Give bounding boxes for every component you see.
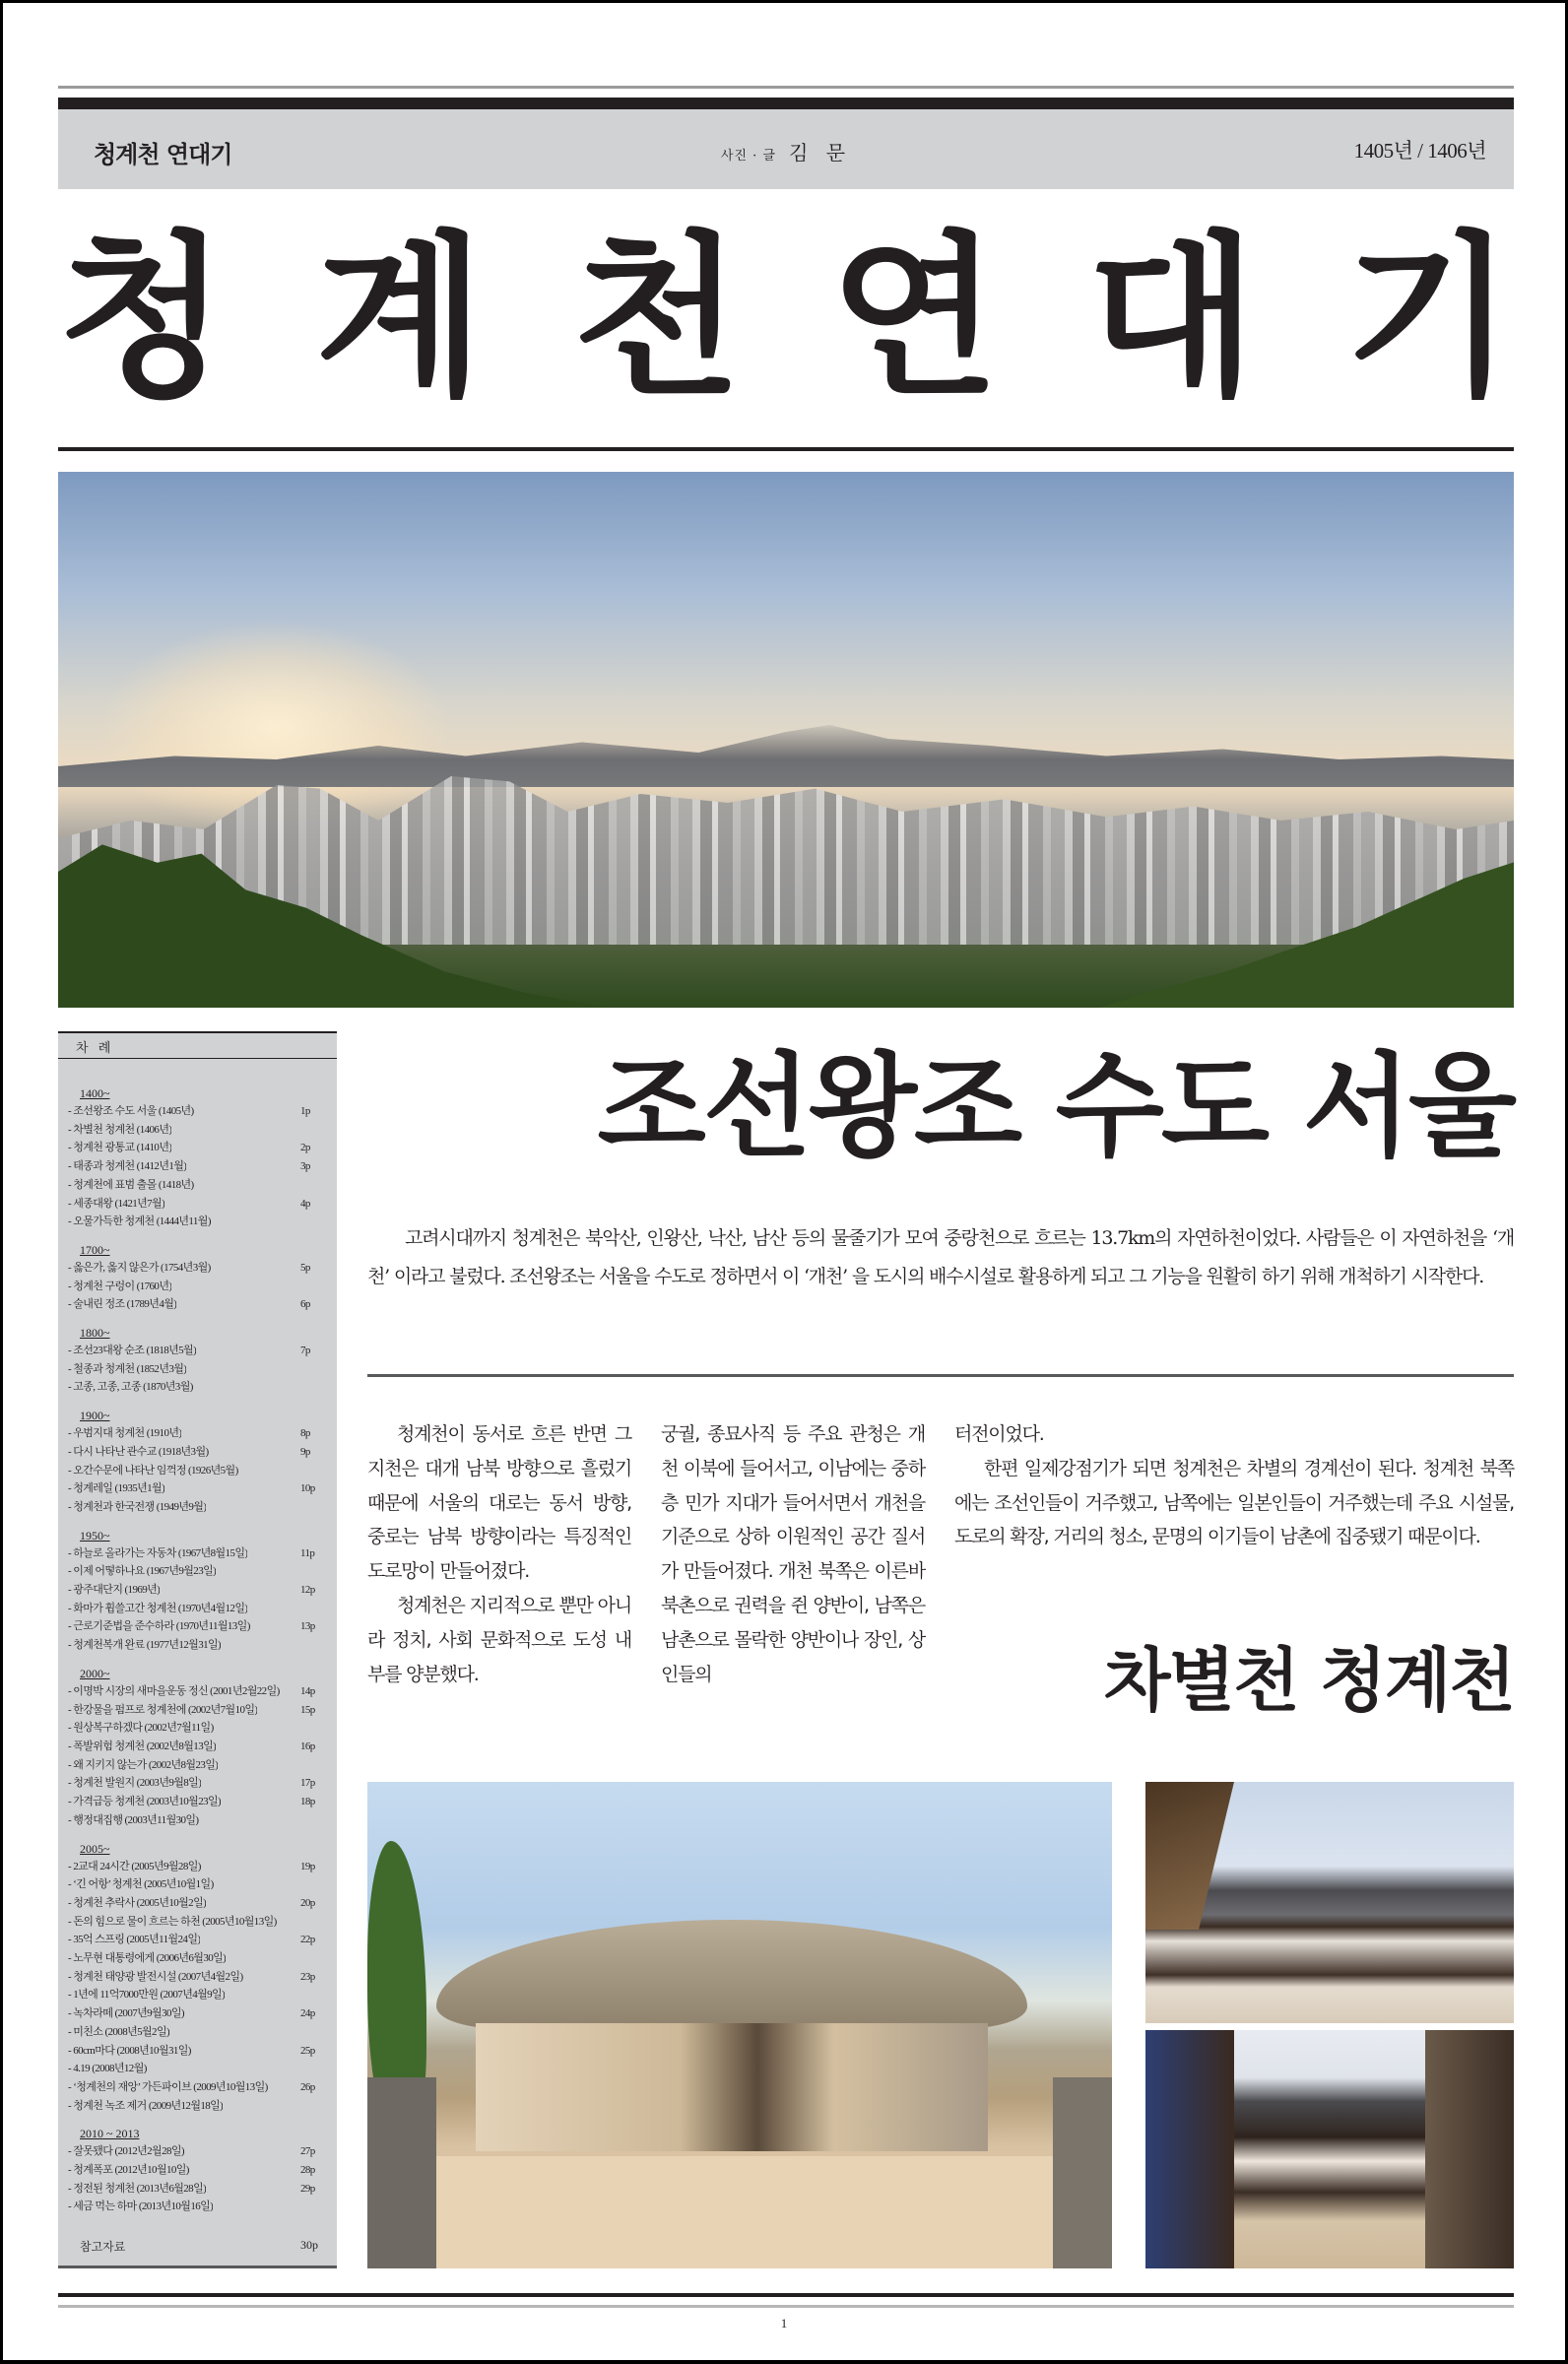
toc-entry[interactable] xyxy=(68,1738,326,1756)
toc-section-heading: 2010 ~ 2013 xyxy=(80,2127,140,2141)
paragraph xyxy=(367,1417,631,1589)
toc-entry[interactable] xyxy=(68,1701,326,1720)
toc-section-heading: 1900~ xyxy=(80,1409,110,1423)
paragraph-text: 청계천은 지리적으로 뿐만 아니라 정치, 사회 문화적으로 도성 내부를 양분했다. xyxy=(367,1594,631,1685)
toc-entry[interactable] xyxy=(68,1894,326,1913)
toc-entry-page: 27p xyxy=(300,2145,315,2158)
toc-entry-page xyxy=(300,2097,326,2116)
toc-entry[interactable] xyxy=(68,1968,326,1987)
toc-entry-page xyxy=(300,1278,326,1296)
toc-entry[interactable] xyxy=(68,2097,326,2116)
toc-entry-title: - 청계천에 표범 출몰 (1418년) xyxy=(68,1178,194,1191)
paragraph xyxy=(367,1589,631,1691)
toc-entry-page xyxy=(300,1913,326,1932)
toc-section xyxy=(68,1407,326,1517)
toc-entry[interactable] xyxy=(68,1378,326,1397)
toc-entry[interactable] xyxy=(68,1811,326,1830)
header-band xyxy=(58,98,1514,189)
article-column-3 xyxy=(954,1417,1514,1554)
toc-entry-page xyxy=(300,1756,326,1775)
top-rule xyxy=(58,86,1514,89)
byline-author: 김 문 xyxy=(789,141,852,164)
toc-entry-page xyxy=(300,1719,326,1738)
toc-entry-page xyxy=(300,1600,326,1618)
toc-entry-page xyxy=(300,1949,326,1968)
house-wall xyxy=(476,2023,988,2151)
toc-entry[interactable] xyxy=(68,1682,326,1701)
toc-entry-title: - ‘긴 어항’ 청계천 (2005년10월1일) xyxy=(68,1878,214,1891)
wooden-post-right xyxy=(1053,2077,1112,2268)
toc-entry-title: - 조선23대왕 순조 (1818년5월) xyxy=(68,1345,197,1357)
toc-entry-title: - 청계천 광통교 (1410년) xyxy=(68,1142,172,1154)
byline xyxy=(58,137,1514,165)
thatched-roof xyxy=(436,1920,1027,2028)
toc-entry-title: - 청계천 태양광 발전시설 (2007년4월2일) xyxy=(68,1970,243,1983)
toc-entry-page: 25p xyxy=(300,2044,315,2057)
toc-entry-title: - 차별천 청계천 (1406년) xyxy=(68,1123,172,1136)
toc-entry-title: - 한강물을 펌프로 청계천에 (2002년7월10일) xyxy=(68,1703,258,1716)
toc-entry-title: - 행정대집행 (2003년11월30일) xyxy=(68,1813,199,1826)
toc-entry-page: 4p xyxy=(300,1197,310,1210)
toc-entry-title: - ‘청계천의 재앙’ 가든파이브 (2009년10월13일) xyxy=(68,2080,268,2093)
toc-entry-page: 10p xyxy=(300,1482,315,1495)
toc-entry[interactable] xyxy=(68,1774,326,1793)
toc-entry-title: - 청계천 구렁이 (1760년) xyxy=(68,1280,172,1292)
wooden-post-left xyxy=(367,2077,436,2268)
toc-title-rule xyxy=(58,1058,337,1059)
toc-entry-title: - 청계천 발원지 (2003년9월8일) xyxy=(68,1777,202,1790)
toc-entry[interactable] xyxy=(68,1913,326,1932)
table-of-contents xyxy=(58,1031,337,2268)
toc-entry-page: 1p xyxy=(300,1105,310,1117)
toc-entry-title: - 가격급등 청계천 (2003년10월23일) xyxy=(68,1796,222,1808)
toc-section xyxy=(68,1324,326,1397)
toc-entry[interactable] xyxy=(68,1176,326,1195)
toc-entry-title: - 폭발위험 청계천 (2002년8월13일) xyxy=(68,1740,217,1752)
toc-section xyxy=(68,2125,326,2216)
paragraph xyxy=(954,1417,1514,1452)
toc-entry[interactable] xyxy=(68,1195,326,1214)
toc-entry[interactable] xyxy=(68,1931,326,1949)
building-left xyxy=(1145,2030,1234,2268)
toc-entry-page xyxy=(300,1121,326,1140)
toc-entry-title: - 청계천 녹조 제거 (2009년12월18일) xyxy=(68,2099,224,2112)
toc-entry-page: 12p xyxy=(300,1584,315,1597)
section-title: 청계천 연대기 xyxy=(94,141,232,168)
paragraph-text: 청계천이 동서로 흐른 반면 그 지천은 대개 남북 방향으로 흘렀기 때문에 서울의 대로는 동서 방향, 중로는 남북 방향이라는 특징적인 도로망이 만들어졌다. xyxy=(367,1423,631,1583)
toc-list xyxy=(68,1084,326,2255)
toc-entry-page xyxy=(300,2060,326,2078)
footer-rule-grey xyxy=(58,2305,1514,2308)
toc-section xyxy=(68,1527,326,1655)
toc-entry-page: 7p xyxy=(300,1345,310,1357)
headline-discrimination-stream: 차별천 청계천 xyxy=(1103,1640,1514,1721)
toc-entry-title: - 옳은가, 옳지 않은가 (1754년3월) xyxy=(68,1261,211,1274)
toc-entry-title: - 원상복구하겠다 (2002년7월11일) xyxy=(68,1722,214,1735)
toc-entry-title: - 이제 어떻하나요 (1967년9월23일) xyxy=(68,1565,217,1578)
toc-entry[interactable] xyxy=(68,1479,326,1498)
toc-entry[interactable] xyxy=(68,1121,326,1140)
toc-entry-page: 8p xyxy=(300,1427,310,1440)
paragraph-text: 궁궐, 종묘사직 등 주요 관청은 개천 이북에 들어서고, 이남에는 중하층 민가 지대가 들어서면서 개천을 기준으로 상하 이원적인 공간 질서가 만들어졌다. 개천 북쪽은 이른바 북촌으로 권력을 쥔 양반이, 남쪽은 남촌으로 몰락한 양반이나 장인, 상인들의 xyxy=(661,1423,925,1685)
toc-entry-page: 28p xyxy=(300,2164,315,2177)
toc-section-heading: 1400~ xyxy=(80,1086,110,1100)
toc-section-heading: 2000~ xyxy=(80,1666,110,1680)
toc-entry[interactable] xyxy=(68,2023,326,2042)
toc-entry-title: - 청계천과 한국전쟁 (1949년9월) xyxy=(68,1500,207,1513)
toc-entry-page: 13p xyxy=(300,1620,315,1633)
toc-references-page: 30p xyxy=(300,2238,318,2253)
toc-section-heading: 1950~ xyxy=(80,1528,110,1543)
toc-entry[interactable] xyxy=(68,1259,326,1278)
toc-entry-title: - 잘못됐다 (2012년2월28일) xyxy=(68,2145,184,2158)
toc-entry-page: 19p xyxy=(300,1860,315,1872)
toc-entry-title: - 정전된 청계천 (2013년6월28일) xyxy=(68,2182,207,2195)
toc-entry[interactable] xyxy=(68,1157,326,1176)
toc-entry[interactable] xyxy=(68,1793,326,1811)
masthead-char: 대 xyxy=(1086,216,1257,420)
toc-entry[interactable] xyxy=(68,1719,326,1738)
masthead-char: 기 xyxy=(1344,216,1514,420)
toc-entry-title: - 세종대왕 (1421년7월) xyxy=(68,1197,165,1210)
toc-entry[interactable] xyxy=(68,2142,326,2161)
toc-entry-page: 24p xyxy=(300,2007,315,2020)
toc-entry-title: - 청계천복개 완료 (1977년12월31일) xyxy=(68,1639,222,1652)
toc-entry[interactable] xyxy=(68,1544,326,1563)
toc-entry-title: - 청계레일 (1935년1월) xyxy=(68,1482,165,1495)
toc-entry-page xyxy=(300,1875,326,1894)
article-column-1 xyxy=(367,1417,631,1691)
toc-entry[interactable] xyxy=(68,2161,326,2180)
toc-entry-title: - 하늘로 올라가는 자동차 (1967년8월15일) xyxy=(68,1546,248,1559)
toc-entry-page: 3p xyxy=(300,1160,310,1173)
toc-entry[interactable] xyxy=(68,1102,326,1121)
toc-entry[interactable] xyxy=(68,1600,326,1618)
toc-entry-title: - 미친소 (2008년5월2일) xyxy=(68,2025,170,2038)
toc-entry[interactable] xyxy=(68,2060,326,2078)
toc-entry[interactable] xyxy=(68,1875,326,1894)
toc-entry[interactable] xyxy=(68,1858,326,1876)
toc-entry-title: - 청계천 추락사 (2005년10월2일) xyxy=(68,1896,207,1909)
masthead-title xyxy=(58,200,1514,436)
footer-rule xyxy=(58,2293,1514,2297)
toc-entry-page: 22p xyxy=(300,1934,315,1946)
toc-entry[interactable] xyxy=(68,1636,326,1655)
toc-entry-page: 15p xyxy=(300,1703,315,1716)
byline-label: 사진 · 글 xyxy=(720,149,776,164)
toc-entry[interactable] xyxy=(68,1424,326,1443)
roof-eave xyxy=(1145,1782,1234,1930)
toc-entry-page: 5p xyxy=(300,1261,310,1274)
toc-entry-page xyxy=(300,1378,326,1397)
hanok-courtyard-photo-2 xyxy=(1145,2030,1514,2268)
panorama-photo xyxy=(58,472,1514,1008)
toc-entry-page xyxy=(300,1498,326,1517)
header-black-bar xyxy=(58,98,1514,109)
toc-entry[interactable] xyxy=(68,2180,326,2199)
toc-entry[interactable] xyxy=(68,1295,326,1314)
toc-section xyxy=(68,1665,326,1830)
toc-section-heading: 1800~ xyxy=(80,1326,110,1341)
toc-entry-page xyxy=(300,1176,326,1195)
toc-entry-page xyxy=(300,1360,326,1379)
paragraph xyxy=(661,1417,925,1691)
toc-entry[interactable] xyxy=(68,1342,326,1360)
toc-entry-title: - 우범지대 청계천 (1910년) xyxy=(68,1427,182,1440)
toc-entry-title: - 세금 먹는 하마 (2013년10월16일) xyxy=(68,2200,214,2213)
toc-entry-title: - 다시 나타난 관수교 (1918년3월) xyxy=(68,1445,209,1458)
toc-entry-page: 17p xyxy=(300,1777,315,1790)
toc-entry-title: - 근로기준법을 준수하라 (1970년11월13일) xyxy=(68,1620,250,1633)
toc-entry-page xyxy=(300,1562,326,1581)
toc-entry[interactable] xyxy=(68,2078,326,2097)
paragraph-text: 한편 일제강점기가 되면 청계천은 차별의 경계선이 된다. 청계천 북쪽에는 조선인들이 거주했고, 남쪽에는 일본인들이 거주했는데 주요 시설물, 도로의 확장, 거리의 청소, 문명의 이기들이 남촌에 집중됐기 때문이다. xyxy=(954,1457,1514,1548)
toc-entry[interactable] xyxy=(68,1581,326,1600)
masthead-char: 연 xyxy=(829,216,1000,420)
toc-section-heading: 2005~ xyxy=(80,1841,110,1856)
toc-entry-page: 11p xyxy=(300,1546,315,1559)
toc-entry[interactable] xyxy=(68,1360,326,1379)
toc-entry[interactable] xyxy=(68,1462,326,1480)
toc-entry-title: - 이명박 시장의 새마을운동 정신 (2001년2월22일) xyxy=(68,1684,280,1697)
toc-entry-page: 9p xyxy=(300,1445,310,1458)
toc-entry-page xyxy=(300,1213,326,1231)
toc-entry-title: - 돈의 힘으로 물이 흐르는 하천 (2005년10월13일) xyxy=(68,1915,277,1928)
toc-title: 차 례 xyxy=(76,1041,114,1056)
toc-entry[interactable] xyxy=(68,1986,326,2004)
toc-entry-page: 29p xyxy=(300,2182,315,2195)
toc-references-title: 참고자료 xyxy=(80,2240,126,2255)
building-right xyxy=(1425,2030,1514,2268)
toc-entry[interactable] xyxy=(68,1498,326,1517)
toc-section xyxy=(68,1840,326,2116)
headline-joseon-capital: 조선왕조 수도 서울 xyxy=(597,1041,1514,1172)
article-column-2 xyxy=(661,1417,925,1691)
toc-entry[interactable] xyxy=(68,1139,326,1157)
toc-entry-title: - 광주대단지 (1969년) xyxy=(68,1584,161,1597)
toc-entry[interactable] xyxy=(68,1213,326,1231)
masthead-char: 청 xyxy=(58,216,228,420)
toc-section xyxy=(68,1241,326,1314)
toc-entry-page: 6p xyxy=(300,1298,310,1311)
toc-entry-page xyxy=(300,1636,326,1655)
lead-paragraph xyxy=(367,1219,1514,1296)
toc-entry-title: - 술내린 정조 (1789년4월) xyxy=(68,1298,177,1311)
toc-section xyxy=(68,1084,326,1231)
issue-years: 1405년 / 1406년 xyxy=(1353,139,1486,163)
toc-entry-title: - 2교대 24시간 (2005년9월28일) xyxy=(68,1860,201,1872)
toc-entry-page: 14p xyxy=(300,1684,315,1697)
toc-entry-page xyxy=(300,1462,326,1480)
toc-entry-title: - 노무현 대통령에게 (2006년6월30일) xyxy=(68,1952,227,1965)
toc-entry[interactable] xyxy=(68,2042,326,2061)
toc-entry[interactable] xyxy=(68,1443,326,1462)
toc-references[interactable] xyxy=(68,2238,326,2255)
toc-entry-page: 26p xyxy=(300,2080,315,2093)
toc-entry[interactable] xyxy=(68,1562,326,1581)
toc-entry[interactable] xyxy=(68,2198,326,2216)
toc-entry-page xyxy=(300,1986,326,2004)
masthead-rule xyxy=(58,447,1514,451)
section-divider xyxy=(367,1374,1514,1377)
toc-section-heading: 1700~ xyxy=(80,1242,110,1257)
toc-entry-title: - 오간수문에 나타난 임꺽정 (1926년5월) xyxy=(68,1464,238,1477)
toc-entry-title: - 녹차라떼 (2007년9월30일) xyxy=(68,2007,184,2020)
paragraph-text: 터전이었다. xyxy=(954,1423,1044,1445)
toc-entry-title: - 태종과 청계천 (1412년1월) xyxy=(68,1160,187,1173)
toc-entry-title: - 오물가득한 청계천 (1444년11월) xyxy=(68,1215,211,1228)
thatched-house-photo xyxy=(367,1782,1112,2268)
toc-entry-title: - 1년에 11억7000만원 (2007년4월9일) xyxy=(68,1989,226,2002)
lead-text: 고려시대까지 청계천은 북악산, 인왕산, 낙산, 남산 등의 물줄기가 모여 중랑천으로 흐르는 13.7km의 자연하천이었다. 사람들은 이 자연하천을 ‘개천’ 이라고 불렀다. 조선왕조는 서울을 수도로 정하면서 이 ‘개천’ 을 도시의 배수시설로 활용하게 되고 그 기능을 원활히 하기 위해 개척하기 시작한다. xyxy=(367,1227,1514,1287)
toc-entry[interactable] xyxy=(68,2004,326,2023)
toc-entry-page xyxy=(300,1811,326,1830)
hanok-courtyard-photo-1 xyxy=(1145,1782,1514,2023)
toc-entry[interactable] xyxy=(68,1278,326,1296)
toc-entry-page: 23p xyxy=(300,1970,315,1983)
toc-entry-title: - 왜 지키지 않는가 (2002년8월23일) xyxy=(68,1758,219,1771)
toc-entry-title: - 35억 스프링 (2005년11월24일) xyxy=(68,1934,201,1946)
toc-entry-title: - 화마가 휩쓸고간 청계천 (1970년4월12일) xyxy=(68,1602,248,1614)
toc-entry-title: - 조선왕조 수도 서울 (1405년) xyxy=(68,1105,194,1117)
paragraph xyxy=(954,1452,1514,1554)
toc-entry-page xyxy=(300,2023,326,2042)
toc-entry-title: - 고종, 고종, 고종 (1870년3월) xyxy=(68,1381,193,1394)
toc-entry-page: 16p xyxy=(300,1740,315,1752)
toc-entry-page: 18p xyxy=(300,1796,315,1808)
toc-entry-title: - 4.19 (2008년12월) xyxy=(68,2063,147,2075)
toc-entry[interactable] xyxy=(68,1756,326,1775)
masthead-char: 계 xyxy=(315,216,486,420)
toc-entry-title: - 철종과 청계천 (1852년3월) xyxy=(68,1362,187,1375)
toc-entry-title: - 청계폭포 (2012년10월10일) xyxy=(68,2164,189,2177)
page-number: 1 xyxy=(780,2316,788,2331)
toc-entry-page: 20p xyxy=(300,1896,315,1909)
toc-entry-title: - 60cm마다 (2008년10월31일) xyxy=(68,2044,191,2057)
ground xyxy=(367,2156,1112,2268)
toc-entry-page: 2p xyxy=(300,1142,310,1154)
masthead-char: 천 xyxy=(572,216,743,420)
toc-entry[interactable] xyxy=(68,1617,326,1636)
toc-entry-page xyxy=(300,2198,326,2216)
toc-entry[interactable] xyxy=(68,1949,326,1968)
